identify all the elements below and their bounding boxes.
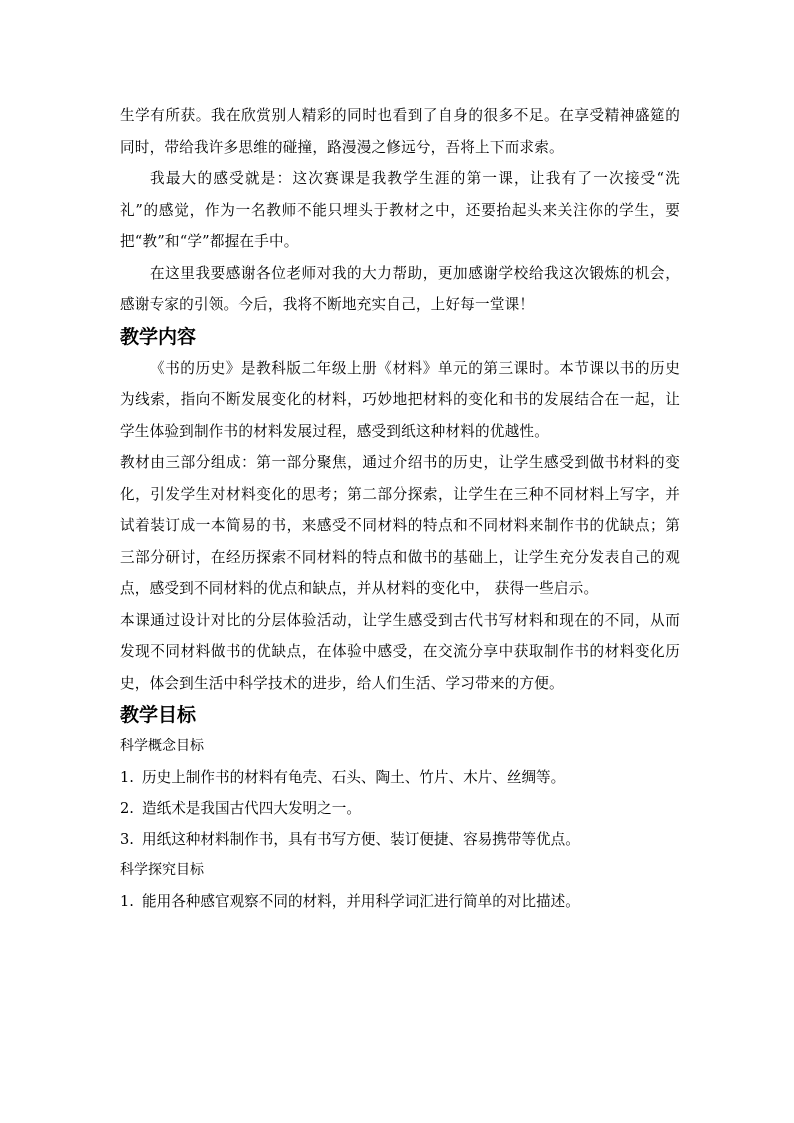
intro-paragraph-3: 在这里我要感谢各位老师对我的大力帮助，更加感谢学校给我这次锻炼的机会，感谢专家的引领。今后，我将不断地充实自己，上好每一堂课！	[120, 264, 680, 313]
item-number: 3.	[120, 831, 134, 848]
content-paragraph-1: 《书的历史》是教科版二年级上册《材料》单元的第三课时。本节课以书的历史为线索，指向不断发展变化的材料，巧妙地把材料的变化和书的发展结合在一起，让学生体验到制作书的材料发展过程，感受到纸这种材料的优越性。	[120, 359, 680, 440]
heading-teaching-content: 教学内容	[120, 325, 197, 348]
heading-teaching-goals: 教学目标	[120, 704, 197, 726]
subheading-inquiry-goals: 科学探究目标	[120, 862, 204, 878]
concept-item	[120, 824, 680, 855]
item-number: 1.	[120, 769, 134, 786]
inquiry-item	[120, 886, 680, 917]
subheading-concept-goals: 科学概念目标	[120, 738, 204, 754]
content-paragraph-2: 教材由三部分组成：第一部分聚焦，通过介绍书的历史，让学生感受到做书材料的变化，引发学生对材料变化的思考；第二部分探索，让学生在三种不同材料上写字，并试着装订成一本简易的书，来感受不同材料的特点和不同材料来制作书的优缺点；第三部分研讨，在经历探索不同材料的特点和做书的基础上，让学生充分发表自己的观点，感受到不同材料的优点和缺点，并从材料的变化中， 获得一些启示。	[120, 454, 680, 597]
concept-item	[120, 793, 680, 824]
item-number: 2.	[120, 800, 134, 817]
item-text: 用纸这种材料制作书，具有书写方便、装订便捷、容易携带等优点。	[142, 831, 580, 848]
item-text: 能用各种感官观察不同的材料，并用科学词汇进行简单的对比描述。	[142, 893, 580, 910]
document-body	[120, 100, 680, 917]
content-paragraph-3: 本课通过设计对比的分层体验活动，让学生感受到古代书写材料和现在的不同，从而发现不同材料做书的优缺点，在体验中感受，在交流分享中获取制作书的材料变化历史，体会到生活中科学技术的进步，给人们生活、学习带来的方便。	[120, 611, 680, 692]
concept-item	[120, 762, 680, 793]
intro-paragraph-1: 生学有所获。我在欣赏别人精彩的同时也看到了自身的很多不足。在享受精神盛筵的同时，带给我许多思维的碰撞，路漫漫之修远兮，吾将上下而求索。	[120, 107, 680, 156]
item-number: 1.	[120, 893, 134, 910]
item-text: 造纸术是我国古代四大发明之一。	[142, 800, 361, 817]
intro-paragraph-2: 我最大的感受就是：这次赛课是我教学生涯的第一课，让我有了一次接受“洗礼”的感觉，作为一名教师不能只埋头于教材之中，还要抬起头来关注你的学生，要把“教”和“学”都握在手中。	[120, 170, 680, 250]
item-text: 历史上制作书的材料有龟壳、石头、陶土、竹片、木片、丝绸等。	[142, 769, 566, 786]
